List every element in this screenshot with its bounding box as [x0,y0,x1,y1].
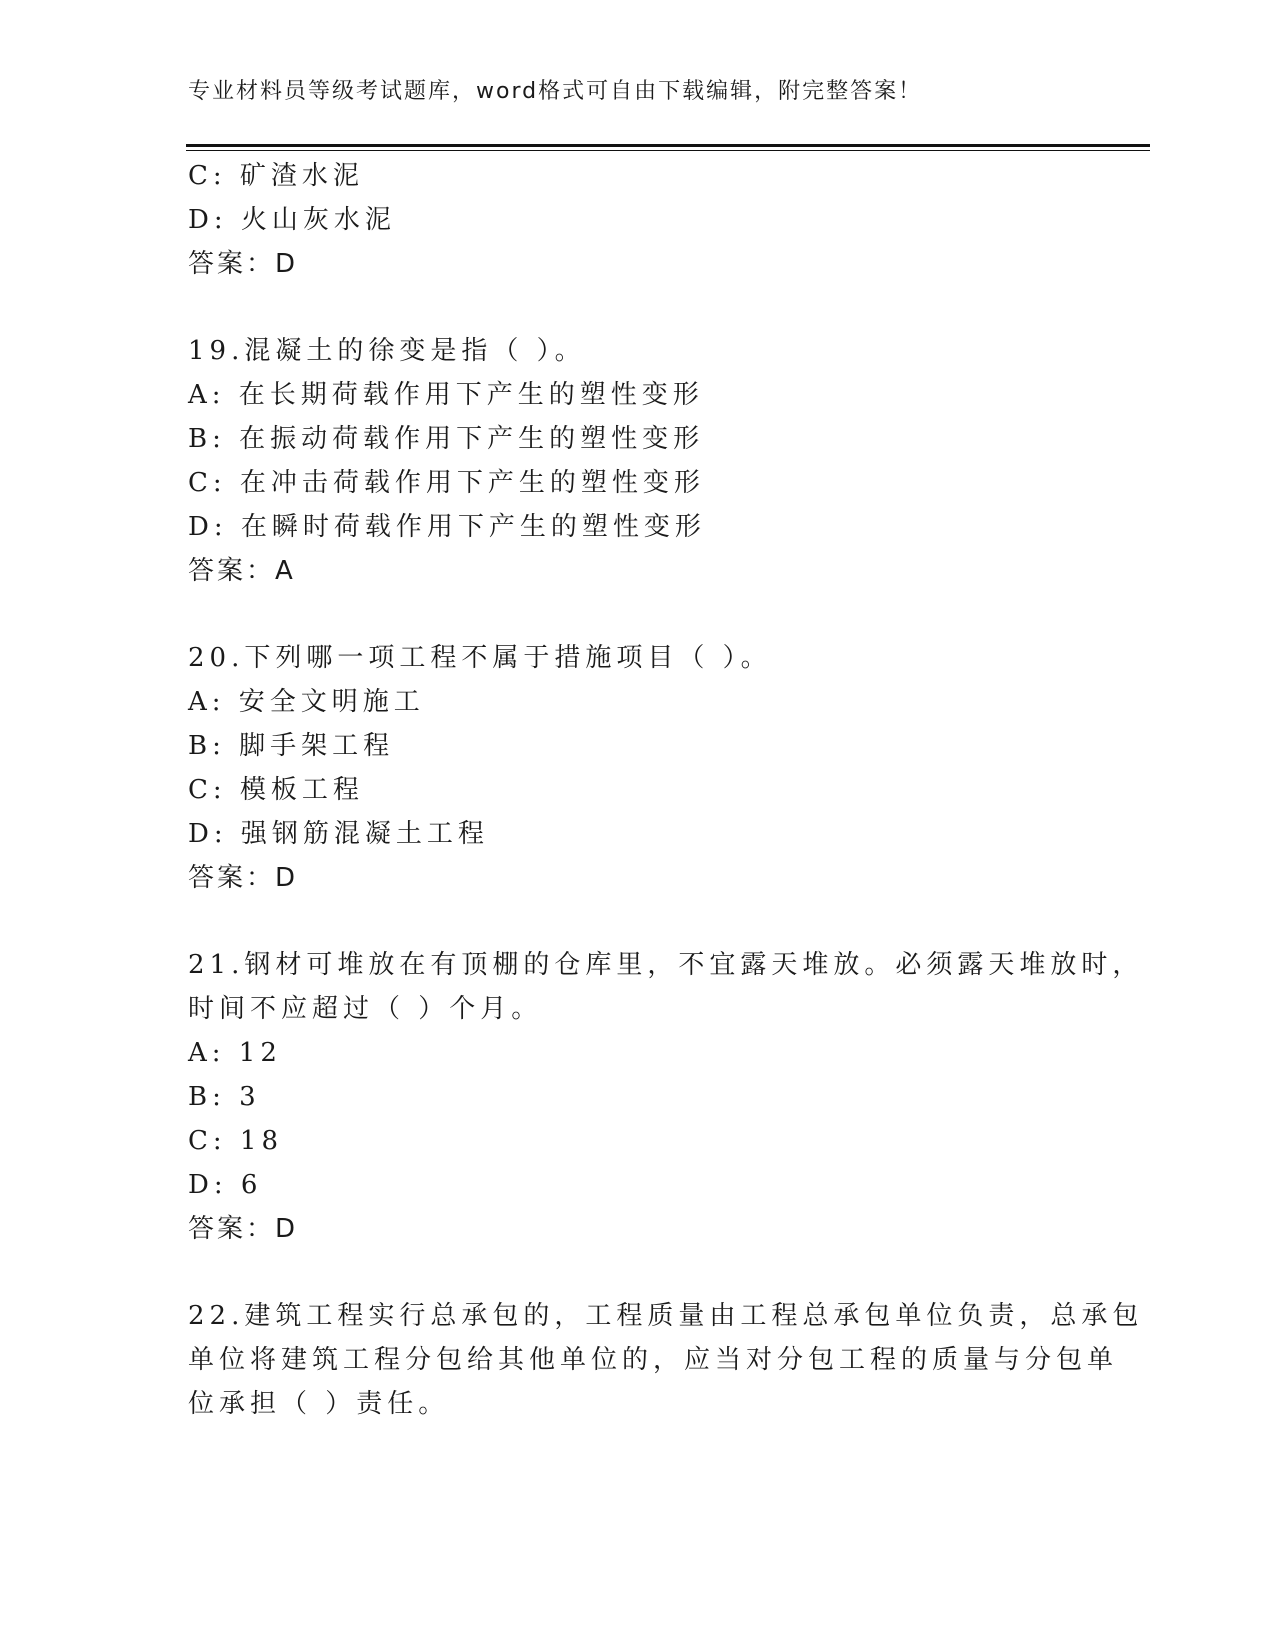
q21-stem-line1: 21.钢材可堆放在有顶棚的仓库里，不宜露天堆放。必须露天堆放时， [188,950,1144,980]
q19-option-c: C: 在冲击荷载作用下产生的塑性变形 [188,468,705,498]
q20-option-c: C: 模板工程 [188,775,364,805]
q19-option-d: D: 在瞬时荷载作用下产生的塑性变形 [188,512,706,542]
q18-answer: 答案：D [188,249,299,279]
q20-option-a: A: 安全文明施工 [188,687,425,717]
q18-option-c: C: 矿渣水泥 [188,161,364,191]
q19-option-b: B: 在振动荷载作用下产生的塑性变形 [188,424,705,454]
q21-answer: 答案：D [188,1214,299,1244]
q21-option-c: C: 18 [188,1126,284,1156]
q21-option-d: D: 6 [188,1170,263,1200]
q21-stem-line2: 时间不应超过（ ）个月。 [188,994,543,1024]
header-rule-thick [186,144,1150,147]
header-rule-thin [186,150,1150,151]
q20-stem: 20.下列哪一项工程不属于措施项目（ ）。 [188,643,772,673]
q22-stem-line2: 单位将建筑工程分包给其他单位的，应当对分包工程的质量与分包单 [188,1345,1119,1375]
q19-answer: 答案：A [188,556,296,586]
q21-option-a: A: 12 [188,1038,282,1068]
page-header: 专业材料员等级考试题库，word格式可自由下载编辑，附完整答案！ [188,79,923,104]
q18-option-d: D: 火山灰水泥 [188,205,396,235]
q19-stem: 19.混凝土的徐变是指（ ）。 [188,336,586,366]
q22-stem-line3: 位承担（ ）责任。 [188,1389,450,1419]
q19-option-a: A: 在长期荷载作用下产生的塑性变形 [188,380,704,410]
q20-option-d: D: 强钢筋混凝土工程 [188,819,489,849]
q20-answer: 答案：D [188,863,299,893]
q21-option-b: B: 3 [188,1082,261,1112]
q20-option-b: B: 脚手架工程 [188,731,395,761]
q22-stem-line1: 22.建筑工程实行总承包的，工程质量由工程总承包单位负责，总承包 [188,1301,1144,1331]
